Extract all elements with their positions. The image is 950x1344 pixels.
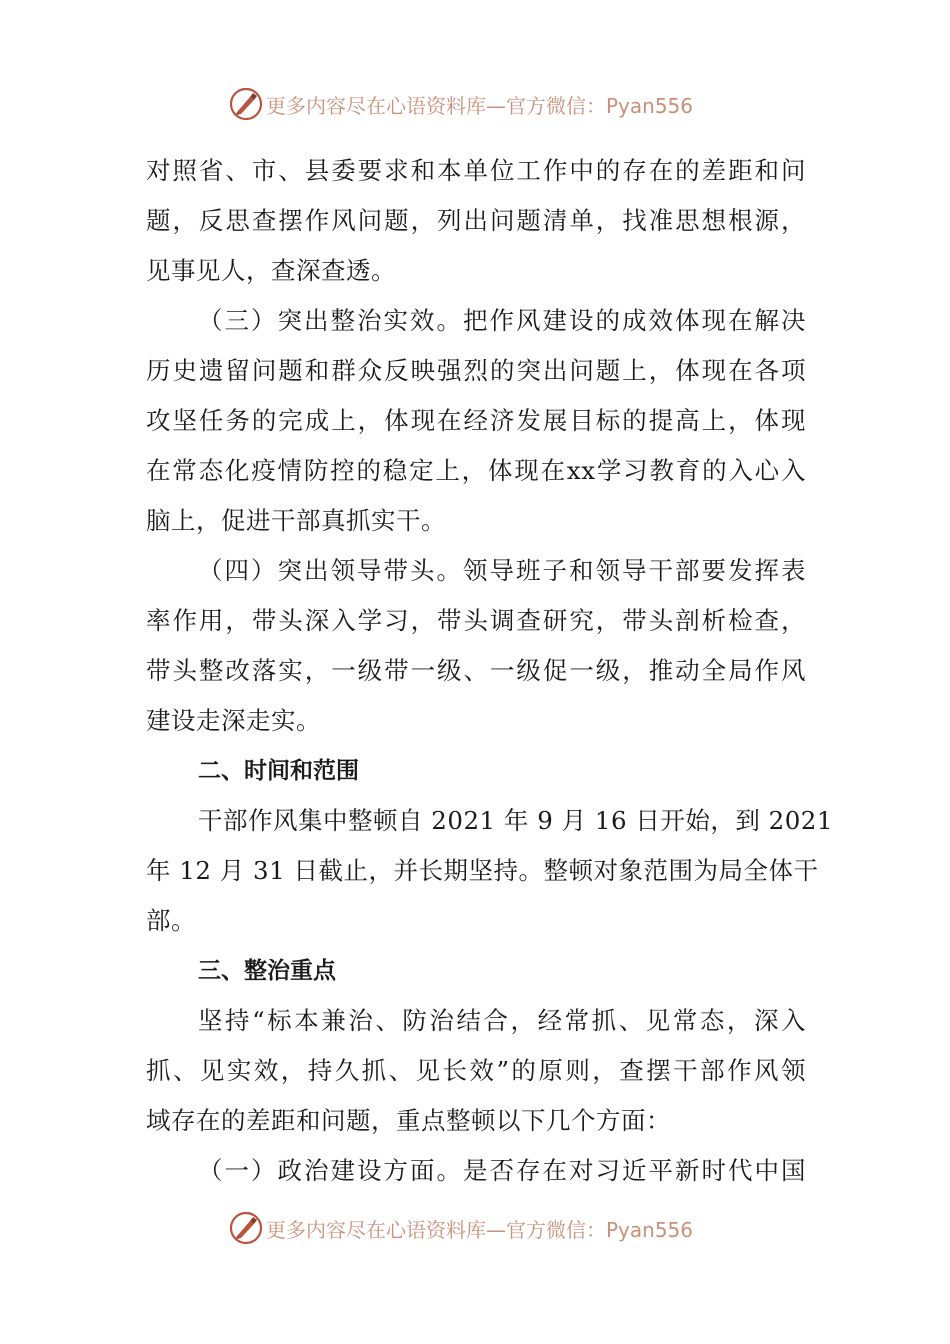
paragraph-line: 部。 <box>146 906 196 935</box>
paragraph-line: 脑上，促进干部真抓实干。 <box>146 506 446 535</box>
paragraph-line: 坚持“标本兼治、防治结合，经常抓、见常态，深入 <box>198 1006 806 1035</box>
pen-seal-icon <box>228 1210 264 1246</box>
paragraph-line: 建设走深走实。 <box>146 706 321 735</box>
paragraph-line: 攻坚任务的完成上，体现在经济发展目标的提高上，体现 <box>146 406 806 435</box>
watermark-text: 更多内容尽在心语资料库—官方微信：Pyan556 <box>266 1217 694 1242</box>
paragraph-line: 在常态化疫情防控的稳定上，体现在xx学习教育的入心入 <box>146 456 806 485</box>
document-body <box>146 146 833 1196</box>
paragraph-line: 题，反思查摆作风问题，列出问题清单，找准思想根源， <box>146 206 806 235</box>
watermark-text: 更多内容尽在心语资料库—官方微信：Pyan556 <box>266 93 694 118</box>
pen-seal-icon <box>228 86 264 122</box>
paragraph-line: 率作用，带头深入学习，带头调查研究，带头剖析检查， <box>146 606 806 635</box>
paragraph-line: 年 12 月 31 日截止，并长期坚持。整顿对象范围为局全体干 <box>146 856 819 885</box>
paragraph-line: 带头整改落实，一级带一级、一级促一级，推动全局作风 <box>146 656 806 685</box>
paragraph-line: 干部作风集中整顿自 2021 年 9 月 16 日开始，到 2021 <box>198 806 833 835</box>
paragraph-line: 域存在的差距和问题，重点整顿以下几个方面： <box>146 1106 671 1135</box>
paragraph-line: （三）突出整治实效。把作风建设的成效体现在解决 <box>198 306 806 335</box>
paragraph-line: （四）突出领导带头。领导班子和领导干部要发挥表 <box>198 556 806 585</box>
paragraph-line: （一）政治建设方面。是否存在对习近平新时代中国 <box>198 1156 806 1185</box>
watermark-header <box>228 84 693 124</box>
watermark-footer <box>228 1208 693 1248</box>
paragraph-line: 抓、见实效，持久抓、见长效”的原则，查摆干部作风领 <box>146 1056 806 1085</box>
section-heading: 三、整治重点 <box>198 958 336 984</box>
paragraph-line: 见事见人，查深查透。 <box>146 256 396 285</box>
paragraph-line: 历史遗留问题和群众反映强烈的突出问题上，体现在各项 <box>146 356 806 385</box>
paragraph-line: 对照省、市、县委要求和本单位工作中的存在的差距和问 <box>146 156 806 185</box>
section-heading: 二、时间和范围 <box>198 758 359 784</box>
